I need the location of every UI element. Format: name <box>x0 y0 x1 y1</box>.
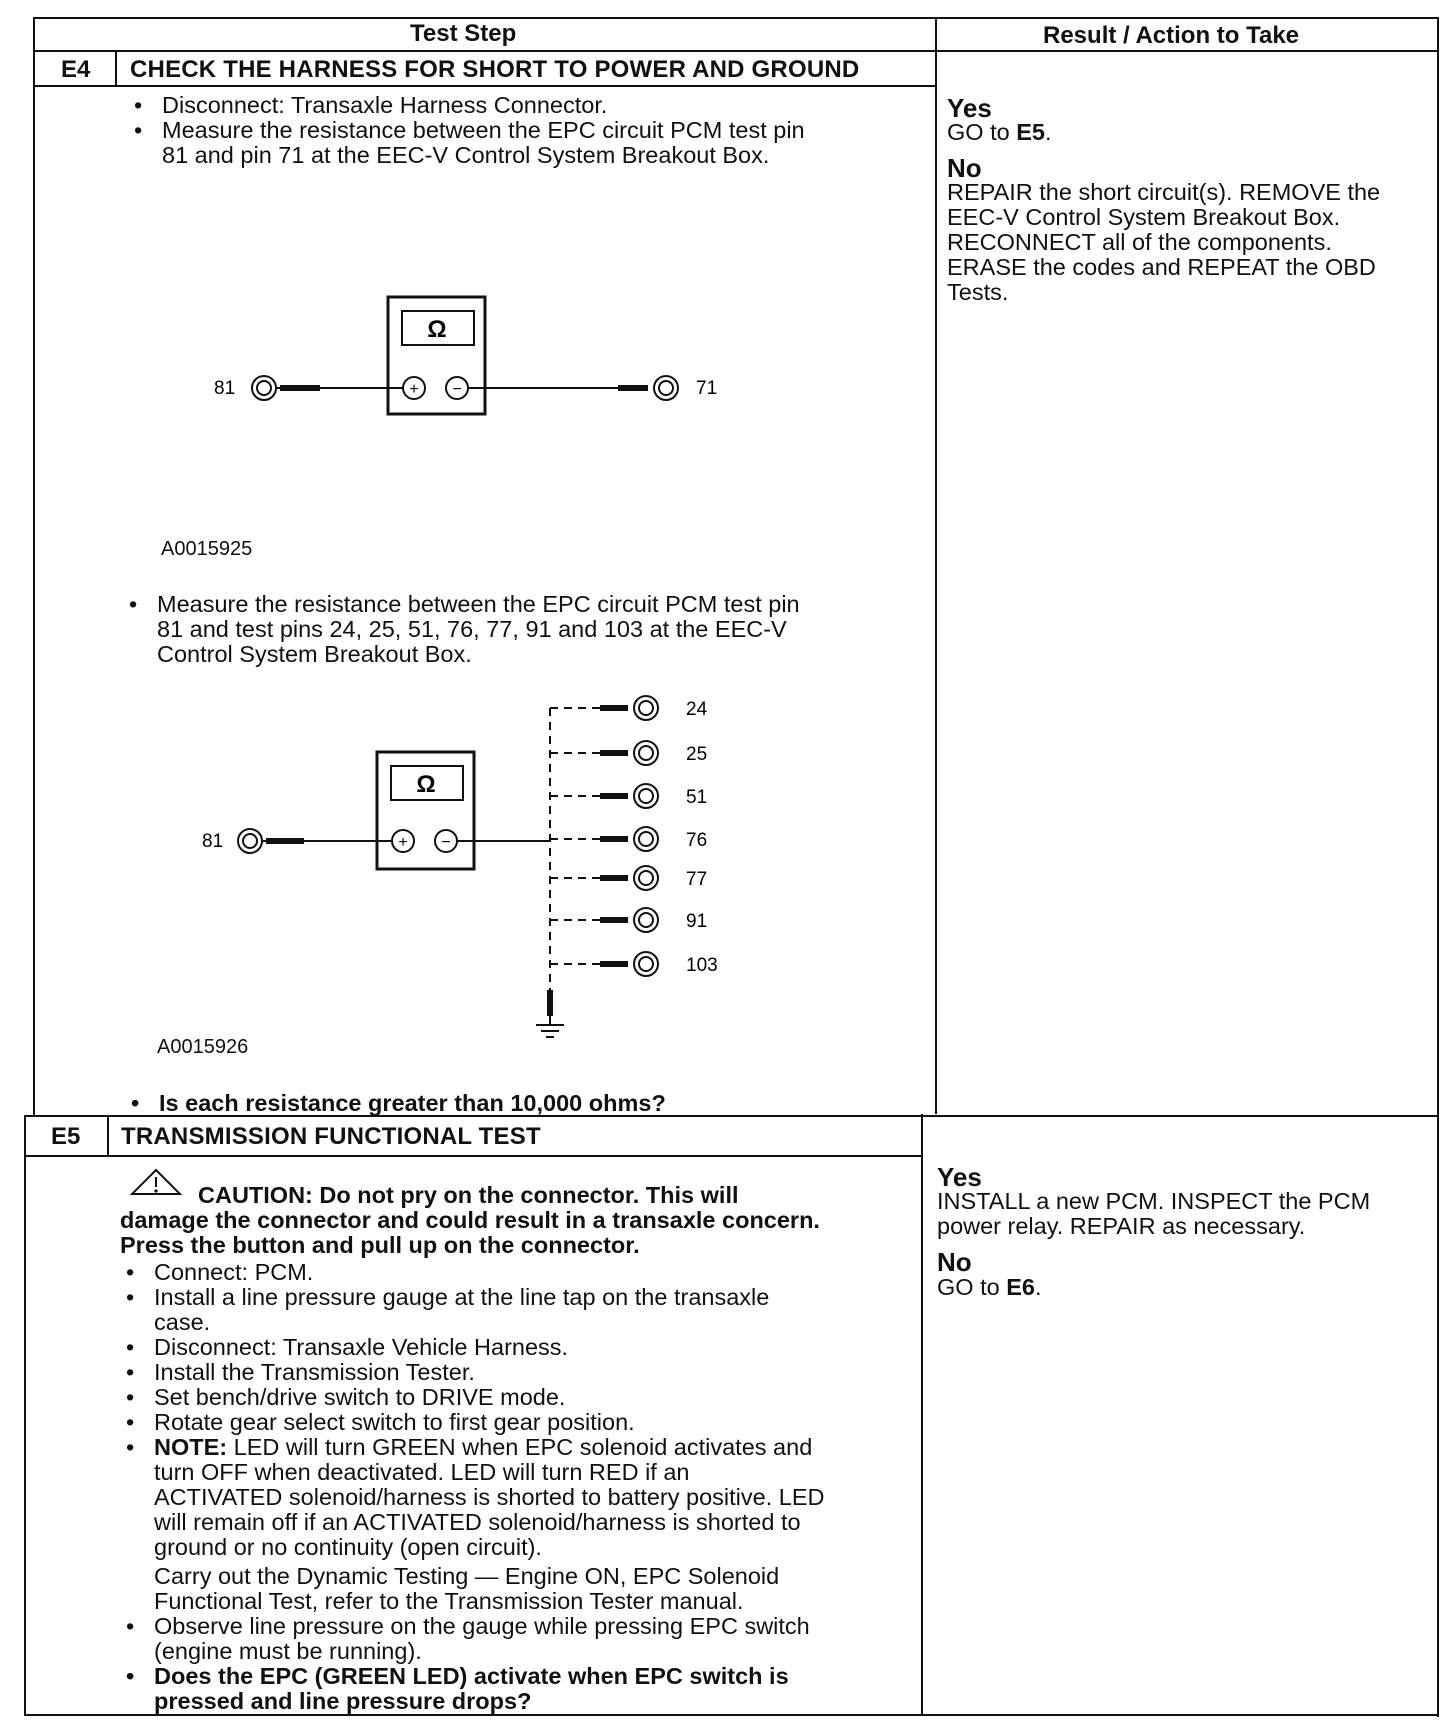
e4-bullet-list-2 <box>123 592 800 667</box>
table-top-border <box>33 17 1439 19</box>
list-item: • Observe line pressure on the gauge while pressing EPC switch <box>126 1613 810 1639</box>
e4-bullet-list <box>128 93 805 168</box>
minus-terminal: − <box>441 834 451 851</box>
result-no-text <box>947 180 1380 305</box>
e4-question <box>125 1091 666 1116</box>
result-line: Tests. <box>947 279 1009 305</box>
list-item: turn OFF when deactivated. LED will turn RED if an <box>154 1459 690 1485</box>
caution-line: CAUTION: Do not pry on the connector. This will <box>198 1182 739 1208</box>
list-item: • NOTE: LED will turn GREEN when EPC solenoid activates and <box>126 1434 813 1460</box>
header-row-divider <box>33 50 1439 52</box>
pin-label: 76 <box>686 830 708 851</box>
result-yes-label: Yes <box>937 1162 982 1192</box>
list-item: 81 and test pins 24, 25, 51, 76, 77, 91 and 103 at the EEC-V <box>157 616 787 642</box>
list-item: • Set bench/drive switch to DRIVE mode. <box>126 1384 566 1410</box>
pin-branch <box>550 741 707 765</box>
list-item: (engine must be running). <box>154 1638 422 1664</box>
result-no-label: No <box>947 153 982 183</box>
result-no-text: GO to E6. <box>937 1274 1042 1300</box>
column-header-result: Result / Action to Take <box>1043 22 1300 49</box>
plus-terminal: + <box>409 381 419 398</box>
list-item: Control System Breakout Box. <box>157 641 472 667</box>
pin-label: 81 <box>202 831 224 852</box>
minus-terminal: − <box>452 381 462 398</box>
pin-branch <box>550 866 707 890</box>
result-line: EEC-V Control System Breakout Box. <box>947 204 1341 230</box>
pin-label: 24 <box>686 699 708 720</box>
caution-line: Press the button and pull up on the connector. <box>120 1232 640 1258</box>
figure-id-1: A0015925 <box>161 538 253 560</box>
list-item: • Measure the resistance between the EPC circuit PCM test pin <box>129 591 800 617</box>
list-item: Functional Test, refer to the Transmission Tester manual. <box>154 1588 744 1614</box>
pin-branch <box>550 784 707 808</box>
e4-title-underline <box>33 85 937 87</box>
pin-branch <box>550 827 707 851</box>
e5-id-divider <box>107 1116 109 1156</box>
result-yes-text: GO to E5. <box>947 119 1052 145</box>
list-item: 81 and pin 71 at the EEC-V Control System Breakout Box. <box>162 142 770 168</box>
list-item: ground or no continuity (open circuit). <box>154 1534 542 1560</box>
list-item: • Does the EPC (GREEN LED) activate when EPC switch is <box>126 1663 789 1689</box>
list-item: • Measure the resistance between the EPC circuit PCM test pin <box>134 117 805 143</box>
list-item: • Install the Transmission Tester. <box>126 1359 475 1385</box>
result-line: RECONNECT all of the components. <box>947 229 1332 255</box>
pin-branch <box>550 952 718 976</box>
plus-terminal: + <box>398 834 408 851</box>
column-header-test-step: Test Step <box>410 20 517 47</box>
list-item: Carry out the Dynamic Testing — Engine ON, EPC Solenoid <box>154 1563 780 1589</box>
pin-label: 91 <box>686 911 708 932</box>
list-item: • Is each resistance greater than 10,000 ohms? <box>131 1090 666 1116</box>
table-left-border-top <box>33 17 35 1117</box>
list-item: • Install a line pressure gauge at the line tap on the transaxle <box>126 1284 770 1310</box>
result-line: ERASE the codes and REPEAT the OBD <box>947 254 1376 280</box>
table-bottom-border <box>24 1714 1439 1716</box>
column-divider-top <box>935 17 937 1114</box>
warning-icon <box>130 1168 182 1196</box>
pin-label: 77 <box>686 869 708 890</box>
step-id-e5: E5 <box>51 1123 81 1150</box>
list-item: • Rotate gear select switch to first gear position. <box>126 1409 635 1435</box>
list-item: • Connect: PCM. <box>126 1259 314 1285</box>
figure-ohmmeter-81-to-pins <box>180 690 740 1060</box>
list-item: pressed and line pressure drops? <box>154 1688 532 1714</box>
list-item: • Disconnect: Transaxle Vehicle Harness. <box>126 1334 569 1360</box>
ohm-symbol: Ω <box>416 771 436 798</box>
e5-title-underline <box>24 1155 923 1157</box>
result-yes-label: Yes <box>947 93 992 123</box>
pin-label: 71 <box>696 378 718 399</box>
ohm-symbol: Ω <box>427 316 447 343</box>
result-no-label: No <box>937 1247 972 1277</box>
e4-id-divider <box>115 50 117 86</box>
list-item: ACTIVATED solenoid/harness is shorted to battery positive. LED <box>154 1484 825 1510</box>
e5-step-list <box>120 1260 824 1714</box>
pin-label: 25 <box>686 744 708 765</box>
result-line: REPAIR the short circuit(s). REMOVE the <box>947 179 1381 205</box>
figure-id-2: A0015926 <box>157 1036 249 1058</box>
step-title-e4: CHECK THE HARNESS FOR SHORT TO POWER AND GROUND <box>130 56 860 83</box>
figure-ohmmeter-81-71 <box>200 290 760 430</box>
pin-branch <box>550 908 707 932</box>
pin-label: 81 <box>214 378 236 399</box>
caution-line: damage the connector and could result in a transaxle concern. <box>120 1207 820 1233</box>
table-right-border <box>1437 17 1439 1717</box>
list-item: • Disconnect: Transaxle Harness Connector. <box>134 92 608 118</box>
pin-label: 103 <box>686 955 718 976</box>
result-yes-text <box>937 1189 1370 1239</box>
step-title-e5: TRANSMISSION FUNCTIONAL TEST <box>121 1123 541 1150</box>
pin-label: 51 <box>686 787 708 808</box>
step-id-e4: E4 <box>61 56 91 83</box>
result-line: INSTALL a new PCM. INSPECT the PCM <box>937 1188 1371 1214</box>
pin-branch <box>550 696 708 720</box>
result-line: power relay. REPAIR as necessary. <box>937 1213 1306 1239</box>
column-divider-bottom <box>921 1114 923 1716</box>
list-item: case. <box>154 1309 211 1335</box>
table-left-border-bottom <box>24 1115 26 1715</box>
list-item: will remain off if an ACTIVATED solenoid/harness is shorted to <box>154 1509 801 1535</box>
pin-branches <box>550 696 718 976</box>
